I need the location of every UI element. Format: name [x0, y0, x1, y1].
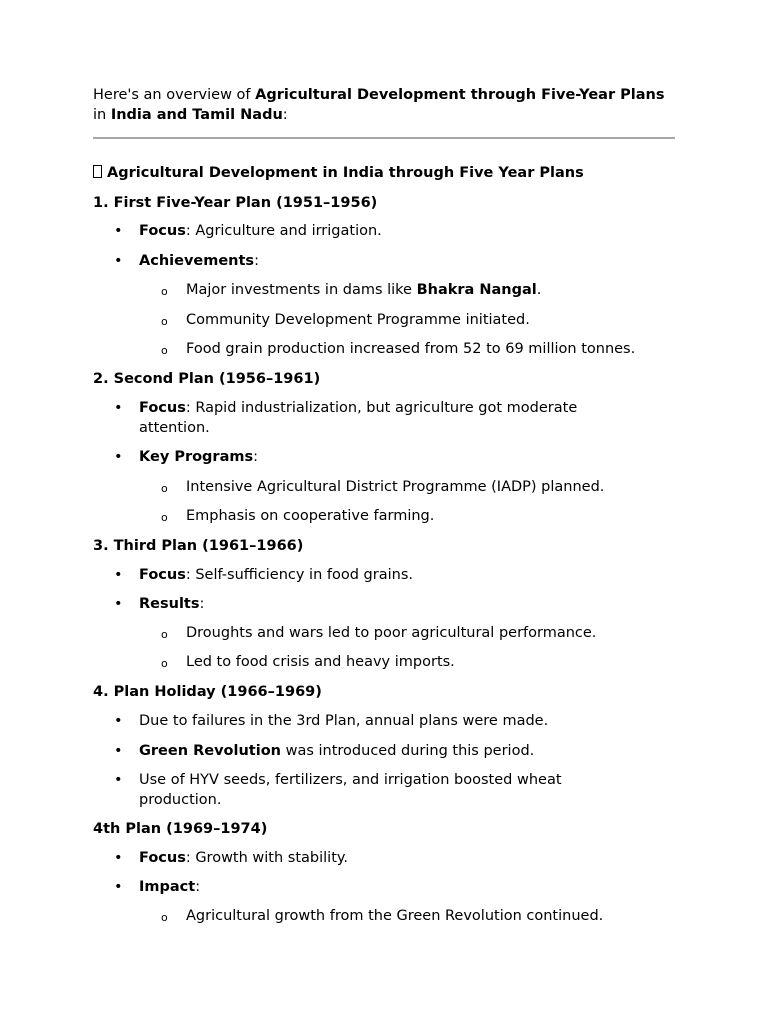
item-label: Impact [139, 879, 196, 895]
item-text: : Self-sufficiency in food grains. [185, 567, 413, 583]
item-text-continued: production. [139, 791, 222, 808]
bullet-marker: • [114, 449, 123, 465]
item-text: : [199, 596, 205, 612]
sub-item-text: Major investments in dams like [186, 282, 417, 298]
sub-bullet-marker: o [161, 344, 168, 357]
bullet-marker: • [114, 879, 123, 895]
missing-glyph-icon [93, 165, 102, 178]
item-label: Focus [139, 567, 186, 583]
bullet-marker: • [114, 596, 123, 612]
item-label: Key Programs [139, 449, 254, 465]
item-text: was introduced during this period. [280, 743, 535, 759]
sub-bullet-marker: o [161, 628, 168, 641]
sub-item-bold: Bhakra Nangal [416, 282, 537, 298]
sub-bullet-marker: o [161, 911, 168, 924]
bullet-marker: • [114, 772, 123, 788]
bullet-marker: • [114, 567, 123, 583]
sub-bullet-marker: o [161, 315, 168, 328]
item-text: : [254, 253, 259, 269]
item-text: : Growth with stability. [185, 850, 349, 866]
section-title [93, 164, 584, 183]
plan-heading: 3. Third Plan (1961–1966) [93, 538, 304, 554]
intro-text-1: Here's an overview of [93, 87, 256, 103]
bullet-marker: • [114, 713, 123, 729]
item-label: Focus [139, 400, 186, 416]
document-page [93, 86, 675, 139]
bullet-marker: • [114, 223, 123, 239]
sub-item-text: Emphasis on cooperative farming. [186, 508, 435, 524]
sub-bullet-marker: o [161, 657, 168, 670]
horizontal-rule [93, 137, 675, 139]
intro-bold-1: Agricultural Development through Five-Year Plans [255, 87, 665, 103]
sub-item-text: Agricultural growth from the Green Revolution continued. [186, 908, 604, 924]
item-label: Results [139, 596, 200, 612]
plan-heading: 4. Plan Holiday (1966–1969) [93, 684, 322, 700]
item-label: Achievements [139, 253, 255, 269]
sub-item-text: Intensive Agricultural District Programme (IADP) planned. [186, 479, 605, 495]
section-title-text: Agricultural Development in India through Five Year Plans [107, 165, 584, 181]
intro-paragraph [93, 86, 675, 125]
sub-bullet-marker: o [161, 285, 168, 298]
item-text: Use of HYV seeds, fertilizers, and irrigation boosted wheat [139, 772, 562, 788]
sub-item-text: Led to food crisis and heavy imports. [186, 654, 455, 670]
plan-heading: 4th Plan (1969–1974) [93, 821, 268, 837]
sub-bullet-marker: o [161, 511, 168, 524]
bullet-marker: • [114, 850, 123, 866]
bullet-marker: • [114, 400, 123, 416]
sub-item-text: Droughts and wars led to poor agricultural performance. [186, 625, 597, 641]
item-text: : Rapid industrialization, but agriculture got moderate [185, 400, 578, 416]
sub-item-text: Community Development Programme initiated. [186, 312, 530, 328]
item-label: Focus [139, 223, 186, 239]
plan-heading: 2. Second Plan (1956–1961) [93, 371, 321, 387]
item-label: Focus [139, 850, 186, 866]
item-label: Green Revolution [139, 743, 281, 759]
item-text: : [195, 879, 201, 895]
item-text-continued: attention. [139, 419, 210, 436]
item-text: : Agriculture and irrigation. [185, 223, 382, 239]
item-text: Due to failures in the 3rd Plan, annual plans were made. [139, 713, 549, 729]
intro-bold-2: India and Tamil Nadu [110, 106, 283, 123]
sub-item-text: Food grain production increased from 52 to 69 million tonnes. [186, 341, 636, 357]
plan-heading: 1. First Five-Year Plan (1951–1956) [93, 195, 378, 211]
sub-bullet-marker: o [161, 482, 168, 495]
intro-text-3: : [282, 106, 288, 123]
bullet-marker: • [114, 743, 123, 759]
bullet-marker: • [114, 253, 123, 269]
sub-item-post: . [536, 282, 542, 298]
item-text: : [253, 449, 259, 465]
intro-text-2: in [93, 106, 111, 123]
